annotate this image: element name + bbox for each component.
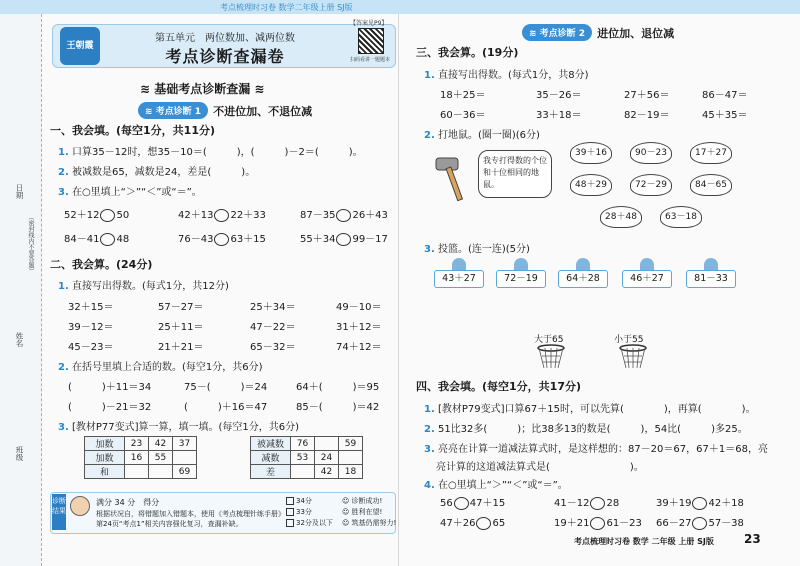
table-cell[interactable] bbox=[173, 451, 197, 465]
table-cell[interactable] bbox=[291, 465, 315, 479]
expr: 42＋13 bbox=[178, 210, 214, 221]
page-fold-line bbox=[398, 14, 399, 566]
section-1-heading: 一、我会填。(每空1分，共11分) bbox=[50, 124, 216, 137]
expr: 22＋33 bbox=[230, 210, 266, 221]
question-number: 3. bbox=[58, 422, 69, 433]
table-cell[interactable]: 24 bbox=[315, 451, 339, 465]
binding-label-name: 姓名 bbox=[15, 332, 24, 347]
answer-circle[interactable] bbox=[100, 233, 115, 246]
expr: 28 bbox=[606, 498, 620, 509]
question-number: 1. bbox=[424, 404, 435, 415]
question-text: 投篮。(连一连)(5分) bbox=[437, 244, 530, 255]
result-option-1[interactable] bbox=[286, 496, 312, 506]
expr: 63＋15 bbox=[230, 234, 266, 245]
expr: 47＋26 bbox=[440, 518, 476, 529]
answer-circle[interactable] bbox=[476, 517, 491, 530]
basketball-icon bbox=[452, 258, 466, 270]
table-cell: 减数 bbox=[251, 451, 291, 465]
calc-item[interactable]: 27＋56＝ bbox=[624, 90, 670, 101]
question-text: 51比32多( )；比38多13的数是( )，54比( )多25。 bbox=[437, 424, 748, 435]
binding-label-date: 日期 bbox=[15, 184, 24, 199]
answer-circle[interactable] bbox=[100, 209, 115, 222]
expr: 19＋21 bbox=[554, 518, 590, 529]
table-cell[interactable] bbox=[315, 437, 339, 451]
table-cell[interactable]: 55 bbox=[149, 451, 173, 465]
diagnosis-1-heading bbox=[138, 102, 312, 119]
fill-item[interactable]: ( )－21＝32 bbox=[68, 402, 152, 413]
expr: 41－12 bbox=[554, 498, 590, 509]
unit-title: 第五单元 两位数加、减两位数 bbox=[155, 33, 295, 44]
question-2-1 bbox=[58, 277, 229, 292]
qr-code[interactable] bbox=[358, 28, 384, 54]
question-number: 3. bbox=[424, 444, 435, 455]
binding-label-class: 班级 bbox=[15, 446, 24, 461]
question-1-3 bbox=[58, 183, 202, 198]
speech-bubble: 我专打得数的个位和十位相同的地鼠。 bbox=[478, 150, 552, 198]
diagnosis-1-title: 不进位加、不退位减 bbox=[213, 104, 313, 118]
top-band-text: 考点梳理时习卷 数学二年级上册 SJ版 bbox=[220, 3, 353, 12]
compare-item bbox=[656, 494, 744, 510]
compare-item bbox=[178, 206, 266, 222]
brand-logo: 王朝霞 bbox=[60, 27, 100, 65]
answer-circle[interactable] bbox=[214, 209, 229, 222]
calc-item[interactable]: 25＋34＝ bbox=[250, 302, 296, 313]
question-number: 3. bbox=[424, 244, 435, 255]
question-number: 3. bbox=[58, 187, 69, 198]
calc-item[interactable]: 45＋35＝ bbox=[702, 110, 748, 121]
mole-item[interactable]: 17＋27 bbox=[690, 142, 732, 164]
result-text-1: ☺ 诊断成功! bbox=[342, 497, 383, 505]
table-cell[interactable]: 23 bbox=[125, 437, 149, 451]
question-2-3 bbox=[58, 418, 299, 433]
page-footer-text: 考点梳理时习卷 数学 二年级 上册 SJ版 bbox=[574, 537, 714, 546]
compare-item bbox=[440, 514, 505, 530]
expr: 50 bbox=[116, 210, 130, 221]
question-text: 被减数是65，减数是24，差是( )。 bbox=[71, 167, 256, 178]
section-4-heading: 四、我会填。(每空1分，共17分) bbox=[416, 380, 582, 393]
question-4-3-cont: 亮计算的这道减法算式是( )。 bbox=[436, 462, 644, 473]
question-4-1 bbox=[424, 400, 756, 415]
compare-item bbox=[656, 514, 744, 530]
calc-item[interactable]: 65－32＝ bbox=[250, 342, 296, 353]
table-cell[interactable]: 18 bbox=[339, 465, 363, 479]
expression-box[interactable]: 81－33 bbox=[686, 270, 736, 288]
mole-item[interactable]: 63－18 bbox=[660, 206, 702, 228]
answer-circle[interactable] bbox=[590, 497, 605, 510]
diagnosis-2-title: 进位加、退位减 bbox=[597, 26, 675, 40]
table-cell: 差 bbox=[251, 465, 291, 479]
score-line: 满分 34 分 得分 bbox=[96, 498, 160, 507]
binding-strip bbox=[0, 14, 42, 566]
answer-circle[interactable] bbox=[214, 233, 229, 246]
hoop-label-1: 大于65 bbox=[534, 335, 564, 345]
answer-circle[interactable] bbox=[692, 497, 707, 510]
fill-item[interactable]: 64＋( )＝95 bbox=[296, 382, 380, 393]
calc-item[interactable]: 33＋18＝ bbox=[536, 110, 582, 121]
result-option-3[interactable] bbox=[286, 518, 333, 528]
page-title: 考点诊断查漏卷 bbox=[165, 47, 285, 66]
table-cell: 被减数 bbox=[251, 437, 291, 451]
basketball-hoop-icon[interactable] bbox=[618, 344, 648, 372]
hoop-label-2: 小于55 bbox=[614, 335, 644, 345]
section-3-heading: 三、我会算。(19分) bbox=[416, 46, 519, 59]
compare-item bbox=[554, 494, 619, 510]
mole-item[interactable]: 84－65 bbox=[690, 174, 732, 196]
basketball-icon bbox=[514, 258, 528, 270]
question-4-4 bbox=[424, 476, 568, 491]
option-label: 32分及以下 bbox=[296, 519, 333, 527]
question-text: 直接写出得数。(每式1分，共12分) bbox=[71, 281, 229, 292]
mole-item[interactable]: 48＋29 bbox=[570, 174, 612, 196]
expr: 55＋34 bbox=[300, 234, 336, 245]
question-number: 1. bbox=[424, 70, 435, 81]
question-text: 打地鼠。(圈一圈)(6分) bbox=[437, 130, 540, 141]
compare-item bbox=[64, 230, 129, 246]
question-4-3 bbox=[424, 440, 768, 455]
table-cell[interactable]: 16 bbox=[125, 451, 149, 465]
calc-item[interactable]: 57－27＝ bbox=[158, 302, 204, 313]
calc-item[interactable]: 35－26＝ bbox=[536, 90, 582, 101]
result-label: 胜利在望! bbox=[351, 508, 383, 516]
calc-item[interactable]: 45－23＝ bbox=[68, 342, 114, 353]
question-text: [教材P77变式]算一算，填一填。(每空1分，共6分) bbox=[71, 422, 300, 433]
table-cell[interactable]: 37 bbox=[173, 437, 197, 451]
question-number: 1. bbox=[58, 281, 69, 292]
table-cell: 和 bbox=[85, 465, 125, 479]
question-3-1 bbox=[424, 66, 588, 81]
expr: 76－43 bbox=[178, 234, 214, 245]
question-2-2 bbox=[58, 358, 262, 373]
expression-box[interactable]: 64＋28 bbox=[558, 270, 608, 288]
basketball-icon bbox=[576, 258, 590, 270]
answer-circle[interactable] bbox=[336, 209, 351, 222]
question-3-3 bbox=[424, 240, 530, 255]
calc-item[interactable]: 47－22＝ bbox=[250, 322, 296, 333]
question-1-1 bbox=[58, 143, 363, 158]
compare-item bbox=[300, 206, 388, 222]
result-text-2: ☺ 胜利在望! bbox=[342, 508, 383, 516]
expression-box[interactable]: 46＋27 bbox=[622, 270, 672, 288]
section-2-heading: 二、我会算。(24分) bbox=[50, 258, 153, 271]
result-label: 诊断成功! bbox=[351, 497, 383, 505]
table-cell[interactable]: 42 bbox=[149, 437, 173, 451]
compare-item bbox=[554, 514, 642, 530]
calc-item[interactable]: 39－12＝ bbox=[68, 322, 114, 333]
expression-box[interactable]: 43＋27 bbox=[434, 270, 484, 288]
expr: 57－38 bbox=[708, 518, 744, 529]
question-text: 直接写出得数。(每式1分，共8分) bbox=[437, 70, 589, 81]
calc-item[interactable]: 74＋12＝ bbox=[336, 342, 382, 353]
advice-line-1: 根据状况自，将错题加入错题本，使用《考点梳理针练手册》 bbox=[96, 510, 285, 518]
compare-item bbox=[178, 230, 266, 246]
question-text: [教材P79变式]口算67＋15时，可以先算( )，再算( )。 bbox=[437, 404, 756, 415]
table-cell[interactable] bbox=[339, 451, 363, 465]
expr: 56 bbox=[440, 498, 453, 509]
compare-item bbox=[440, 494, 505, 510]
table-cell[interactable]: 76 bbox=[291, 437, 315, 451]
top-band bbox=[0, 0, 800, 14]
fill-item[interactable]: ( )＋16＝47 bbox=[184, 402, 268, 413]
expr: 47＋15 bbox=[469, 498, 506, 509]
table-cell[interactable] bbox=[149, 465, 173, 479]
question-number: 4. bbox=[424, 480, 435, 491]
compare-item bbox=[300, 230, 388, 246]
expr: 84－41 bbox=[64, 234, 100, 245]
qr-caption: 扫码看讲一题题本 bbox=[350, 57, 391, 63]
question-number: 2. bbox=[424, 130, 435, 141]
calc-item[interactable]: 31＋12＝ bbox=[336, 322, 382, 333]
option-label: 34分 bbox=[296, 497, 312, 505]
expr: 99－17 bbox=[352, 234, 388, 245]
calc-item[interactable]: 82－19＝ bbox=[624, 110, 670, 121]
question-number: 2. bbox=[424, 424, 435, 435]
basketball-icon bbox=[640, 258, 654, 270]
basketball-hoop-icon[interactable] bbox=[536, 344, 566, 372]
fill-item[interactable]: 85－( )＝42 bbox=[296, 402, 380, 413]
result-text-3: ☺ 筑基仍需努力! bbox=[342, 519, 397, 527]
option-label: 33分 bbox=[296, 508, 312, 516]
calc-item[interactable]: 21＋21＝ bbox=[158, 342, 204, 353]
expression-box[interactable]: 72－19 bbox=[496, 270, 546, 288]
fill-item[interactable]: 75－( )＝24 bbox=[184, 382, 268, 393]
answer-circle[interactable] bbox=[692, 517, 707, 530]
question-3-2 bbox=[424, 126, 540, 141]
calc-item[interactable]: 18＋25＝ bbox=[440, 90, 486, 101]
expr: 48 bbox=[116, 234, 130, 245]
result-option-2[interactable] bbox=[286, 507, 312, 517]
question-text: 亮亮在计算一道减法算式时，是这样想的：87－20＝67，67＋1＝68，亮 bbox=[437, 444, 768, 455]
question-4-2 bbox=[424, 420, 748, 435]
question-number: 2. bbox=[58, 167, 69, 178]
subtraction-table bbox=[250, 436, 363, 479]
fill-item[interactable]: ( )＋11＝34 bbox=[68, 382, 152, 393]
answer-tag: 【答案见P9】 bbox=[350, 20, 388, 27]
expr: 52＋12 bbox=[64, 210, 100, 221]
table-cell: 加数 bbox=[85, 451, 125, 465]
expr: 26＋43 bbox=[352, 210, 388, 221]
page-number: 23 bbox=[744, 532, 761, 546]
expr: 87－35 bbox=[300, 210, 336, 221]
question-text: 口算35－12时，想35－10＝( )，( )－2＝( )。 bbox=[71, 147, 363, 158]
diagnosis-1-pill: ≋ 考点诊断 1 bbox=[138, 102, 208, 119]
table-cell[interactable] bbox=[125, 465, 149, 479]
table-cell[interactable]: 53 bbox=[291, 451, 315, 465]
expr: 39＋19 bbox=[656, 498, 692, 509]
calc-item[interactable]: 60－36＝ bbox=[440, 110, 486, 121]
expr: 61－23 bbox=[606, 518, 642, 529]
diagnosis-2-heading bbox=[522, 24, 674, 41]
table-cell: 加数 bbox=[85, 437, 125, 451]
binding-label-seal: （密封线内不要答题） bbox=[27, 214, 34, 274]
result-label: 筑基仍需努力! bbox=[351, 519, 397, 527]
mole-item[interactable]: 72－29 bbox=[630, 174, 672, 196]
calc-item[interactable]: 86－47＝ bbox=[702, 90, 748, 101]
mole-item[interactable]: 39＋16 bbox=[570, 142, 612, 164]
expr: 66－27 bbox=[656, 518, 692, 529]
answer-circle[interactable] bbox=[590, 517, 605, 530]
table-cell[interactable]: 42 bbox=[315, 465, 339, 479]
answer-circle[interactable] bbox=[336, 233, 351, 246]
answer-circle[interactable] bbox=[454, 497, 469, 510]
checkbox[interactable] bbox=[286, 519, 294, 527]
table-cell[interactable]: 69 bbox=[173, 465, 197, 479]
mole-item[interactable]: 90－23 bbox=[630, 142, 672, 164]
question-number: 2. bbox=[58, 362, 69, 373]
basketball-icon bbox=[704, 258, 718, 270]
student-avatar-icon bbox=[70, 496, 90, 516]
compare-item bbox=[64, 206, 129, 222]
checkbox[interactable] bbox=[286, 508, 294, 516]
expr: 42＋18 bbox=[708, 498, 744, 509]
table-cell[interactable]: 59 bbox=[339, 437, 363, 451]
calc-item[interactable]: 25＋11＝ bbox=[158, 322, 204, 333]
question-1-2 bbox=[58, 163, 255, 178]
addition-table bbox=[84, 436, 197, 479]
mole-item[interactable]: 28＋48 bbox=[600, 206, 642, 228]
calc-item[interactable]: 49－10＝ bbox=[336, 302, 382, 313]
diagnosis-result-tag: 诊断结果 bbox=[52, 494, 66, 530]
question-text: 在括号里填上合适的数。(每空1分，共6分) bbox=[71, 362, 263, 373]
section-banner: ≋ 基础考点诊断查漏 ≋ bbox=[140, 82, 265, 96]
advice-line-2: 第24页“考点1”相关内容强化复习，查漏补缺。 bbox=[96, 520, 243, 528]
expr: 65 bbox=[492, 518, 506, 529]
calc-item[interactable]: 32＋15＝ bbox=[68, 302, 114, 313]
question-text: 在○里填上“＞”“＜”或“＝”。 bbox=[437, 480, 568, 491]
question-text: 在○里填上“＞”“＜”或“＝”。 bbox=[71, 187, 202, 198]
hammer-icon bbox=[432, 150, 474, 204]
diagnosis-2-pill: ≋ 考点诊断 2 bbox=[522, 24, 592, 41]
checkbox[interactable] bbox=[286, 497, 294, 505]
question-number: 1. bbox=[58, 147, 69, 158]
